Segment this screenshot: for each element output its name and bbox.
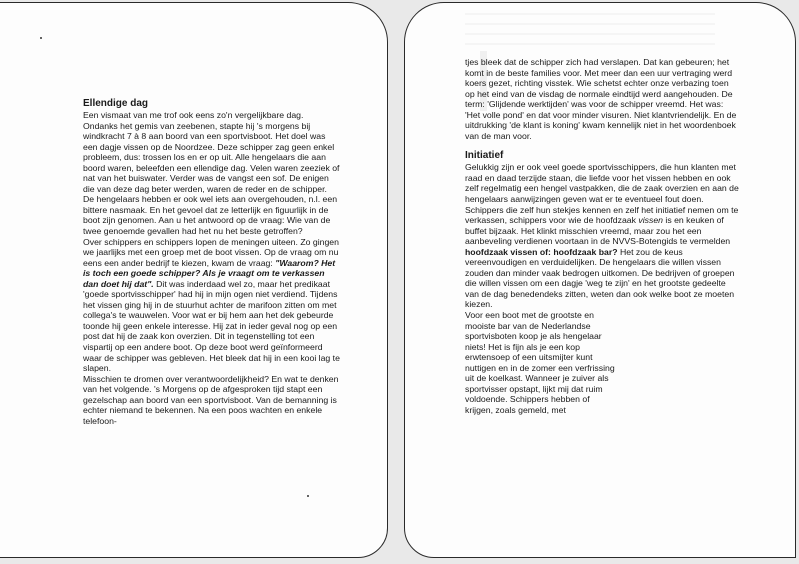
left-paragraph-3: Misschien te dromen over verantwoordelijkheid? En wat te denken van het volgende. 's Morgens op de afgesproken tijd stapt een gezelschap aan boord van een sportvisboot. Van de bemanning is echter niemand te bekennen. Na een poos wachten en enkele telefoon- bbox=[83, 373, 339, 426]
right-column bbox=[465, 57, 739, 416]
right-page bbox=[404, 2, 796, 558]
right-paragraph-1: tjes bleek dat de schipper zich had verslapen. Dat kan gebeuren; het komt in de beste families voor. Met meer dan een uur vertraging werd koers gezet, richting visstek. Wie schetst echter onze verbazing toen op het eind van de visdag de normale eindtijd werd aangehouden. De term: 'Glijdende werktijden' was voor de schipper vreemd. Het was: 'Het volle pond' en dat voor minder visuren. Niet klantvriendelijk. En de uitdrukking 'de klant is koning' kwam kennelijk niet in het woordenboek van de man voor. bbox=[465, 57, 737, 141]
left-paragraph-1: Een vismaat van me trof ook eens zo'n vergelijkbare dag. Ondanks het gemis van zeebenen, stapte hij 's morgens bij windkracht 7 à 8 aan boord van een sportvisboot. Het doel was een dagje vissen op de Noordzee. Deze schipper zag geen enkel probleem, dus: trossen los en er op uit. Alle hengelaars die aan boord waren, beleefden een ellendige dag. Velen waren zeeziek of nat van het buiswater. Verder was de vangst een sof. De enigen die van deze dag beter werden, waren de reder en de schipper. De hengelaars hebben er ook wel iets aan overgehouden, n.l. een bittere nasmaak. En het gevoel dat ze letterlijk en figuurlijk in de boot zijn genomen. Aan u het antwoord op de vraag: Wie van de twee genoemde gevallen had het nu het beste getroffen? bbox=[83, 110, 340, 237]
left-paragraph-2-start: Over schippers en schippers lopen de meningen uiteen. Zo gingen we jaarlijks met een groep met de boot vissen. Op de vraag om nu eens een ander bedrijf te kiezen, kwam de vraag: bbox=[83, 236, 339, 268]
right-paragraph-2-mid: is en keuken of buffet bijzaak. Het klinkt misschien vreemd, maar zou het een aanbeveling verdienen voortaan in de NVVS-Botengids te vermelden bbox=[465, 215, 731, 247]
right-paragraph-2-end: Het zou de keus vereenvoudigen en verduidelijken. De hengelaars die willen vissen zouden dan minder vaak bedrogen uitkomen. De bedrijven of groepen die willen vissen om een dagje 'weg te zijn' en het grootste gedeelte van de dag benedendeks zitten, weten dan ook welke boot ze moeten kiezen. bbox=[465, 246, 735, 310]
left-paragraph-2 bbox=[83, 237, 340, 374]
speck bbox=[307, 495, 309, 497]
right-bold-question: hoofdzaak vissen of: hoofdzaak bar? bbox=[465, 246, 618, 257]
bleed-through-lines bbox=[465, 5, 715, 45]
left-page bbox=[0, 2, 388, 558]
heading-initiatief: Initiatief bbox=[465, 150, 504, 162]
left-quote: "Waarom? Het is toch een goede schipper? Als je vraagt om te verkassen dan doet hij dat". bbox=[83, 257, 336, 289]
left-paragraph-2-end: Dit was inderdaad wel zo, maar het predikaat 'goede sportvisschipper' had hij in mijn ogen niet verdiend. Tijdens het vissen ging hij in de stuurhut achter de marifoon zitten om met collega's te wauwelen. Voor wat er bij hem aan het dek gebeurde toonde hij geen enkele interesse. Hij zat in ieder geval nog op een post dat hij de zaak kon overzien. Dit in tegenstelling tot een vispartij op een andere boot. Op deze boot werd geïnformeerd waar de schipper was gebleven. Het bleek dat hij in een kooi lag te slapen. bbox=[83, 278, 340, 374]
right-paragraph-2 bbox=[465, 162, 739, 310]
heading-ellendige-dag: Ellendige dag bbox=[83, 98, 149, 109]
right-paragraph-2-start: Gelukkig zijn er ook veel goede sportvisschippers, die hun klanten met raad en daad terzijde staan, die liefde voor het vissen hebben en ook zelf regelmatig een hengel vastpakken, die de zaak overzien en aan de hengelaars aanwijzingen geven wat er te eventueel fout doen. Schippers die zelf hun stekjes kennen en zelf het initiatief nemen om te verkassen, schippers voor wie de hoofdzaak bbox=[465, 162, 739, 226]
right-emphasis-vissen: vissen bbox=[638, 215, 663, 226]
right-paragraph-3: Voor een boot met de grootste en mooiste bar van de Nederlandse sportvisboten koop je als hengelaar niets! Het is fijn als je een kop erwtensoep of een uitsmijter kunt nuttigen en in de zomer een verfrissing uit de koelkast. Wanneer je zuiver als sportvisser opstapt, lijkt mij dat ruim voldoende. Schippers hebben of krijgen, zoals gemeld, met bbox=[465, 310, 615, 415]
speck bbox=[40, 37, 42, 39]
left-column bbox=[83, 98, 340, 426]
